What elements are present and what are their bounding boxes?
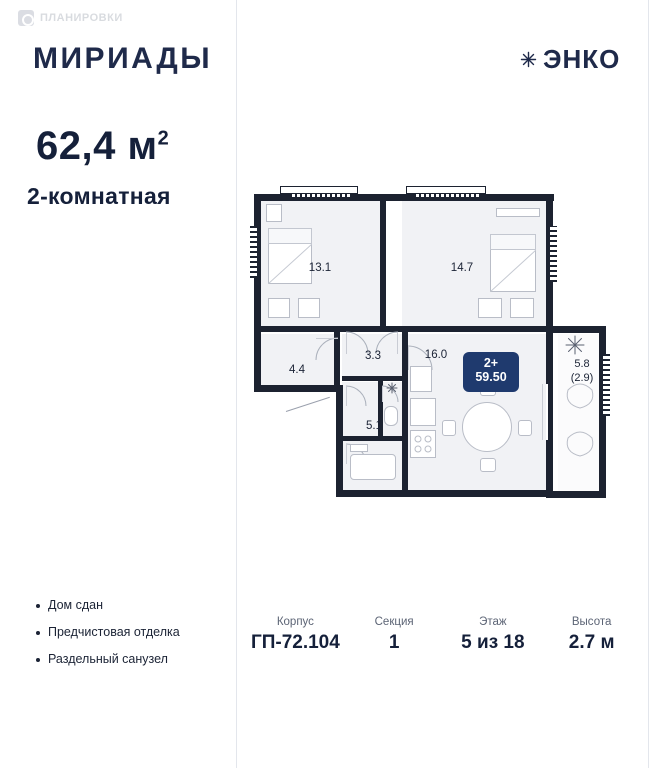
area-label-bedroom-right: 14.7	[450, 262, 474, 274]
area-label-hall: 3.3	[365, 350, 381, 362]
area-unit-superscript: 2	[157, 127, 170, 150]
info-cell-height	[542, 616, 641, 654]
bed-right-pillow	[490, 234, 536, 250]
plant-icon	[564, 334, 586, 356]
door-leaf-hall-1	[346, 332, 347, 354]
wardrobe-unit-left	[266, 204, 282, 222]
bullet-icon	[36, 658, 40, 662]
feature-label: Дом сдан	[48, 598, 104, 612]
door-leaf-bath	[346, 444, 347, 464]
feature-label: Предчистовая отделка	[48, 625, 180, 639]
sink-bathroom	[350, 444, 368, 452]
nightstand-right-1	[478, 298, 502, 318]
total-area-value: 62,4 м	[36, 124, 158, 168]
info-cell-floor	[444, 616, 543, 654]
area-label-wardrobe: 4.4	[289, 364, 305, 376]
badge-type: 2+	[483, 356, 499, 370]
bed-left-pillow	[268, 228, 312, 244]
kitchen-sink	[410, 398, 436, 426]
info-caption: Высота	[571, 616, 612, 628]
watermark-label: ПЛАНИРОВКИ	[40, 12, 123, 24]
door-leaf-wc	[382, 386, 383, 402]
info-value: ГП-72.104	[250, 632, 340, 653]
fridge	[410, 366, 432, 392]
stove-burners-icon	[410, 430, 436, 458]
nightstand-right-2	[510, 298, 534, 318]
info-caption: Секция	[374, 616, 414, 628]
info-cell-section	[345, 616, 444, 654]
list-item	[36, 625, 226, 639]
balcony-door	[546, 384, 548, 440]
info-value: 2.7 м	[568, 632, 615, 653]
chair-left	[442, 420, 456, 436]
developer-logo	[520, 44, 620, 75]
info-value: 1	[388, 632, 400, 653]
door-leaf-hall-2	[397, 332, 398, 354]
developer-name: ЭНКО	[543, 44, 621, 74]
bullet-icon	[36, 631, 40, 635]
apartment-info-table	[246, 616, 641, 654]
bed-right-blanket-icon	[490, 250, 536, 292]
chair-bottom	[480, 458, 496, 472]
info-caption: Корпус	[276, 616, 314, 628]
dining-table	[462, 402, 512, 452]
door-leaf-living	[408, 346, 409, 370]
room-count-label: 2-комнатная	[27, 183, 171, 209]
balcony-chairs-icon	[562, 376, 602, 476]
balcony-area-adjusted: (2.9)	[570, 371, 594, 384]
nightstand-left-2	[298, 298, 320, 318]
watermark	[18, 10, 123, 26]
door-leaf-wardrobe	[316, 338, 338, 339]
feature-label: Раздельный санузел	[48, 652, 168, 666]
features-list	[36, 598, 226, 679]
badge-area: 59.50	[475, 370, 507, 385]
ventilation-icon	[386, 382, 398, 394]
snowflake-icon	[520, 51, 537, 68]
right-divider	[648, 0, 649, 768]
list-item	[36, 652, 226, 666]
door-leaf-corridor	[346, 386, 347, 406]
list-item	[36, 598, 226, 612]
total-area	[36, 124, 169, 169]
balcony-door-line	[542, 384, 543, 440]
info-value: 5 из 18	[461, 632, 525, 653]
brand-title: МИРИАДЫ	[33, 42, 213, 75]
info-caption: Этаж	[479, 616, 507, 628]
floor-plan	[246, 186, 612, 508]
left-divider	[236, 0, 237, 768]
area-label-corridor: 5.1	[366, 420, 382, 432]
bullet-icon	[36, 604, 40, 608]
apartment-type-badge	[463, 352, 519, 392]
area-label-balcony	[558, 358, 606, 386]
watermark-logo-icon	[18, 10, 34, 26]
area-label-bedroom-left: 13.1	[308, 262, 332, 274]
balcony-area: 5.8	[574, 358, 590, 370]
chair-right	[518, 420, 532, 436]
nightstand-left-1	[268, 298, 290, 318]
bathtub	[350, 454, 396, 480]
area-label-living-kitchen: 16.0	[424, 349, 448, 361]
info-cell-building	[246, 616, 345, 654]
